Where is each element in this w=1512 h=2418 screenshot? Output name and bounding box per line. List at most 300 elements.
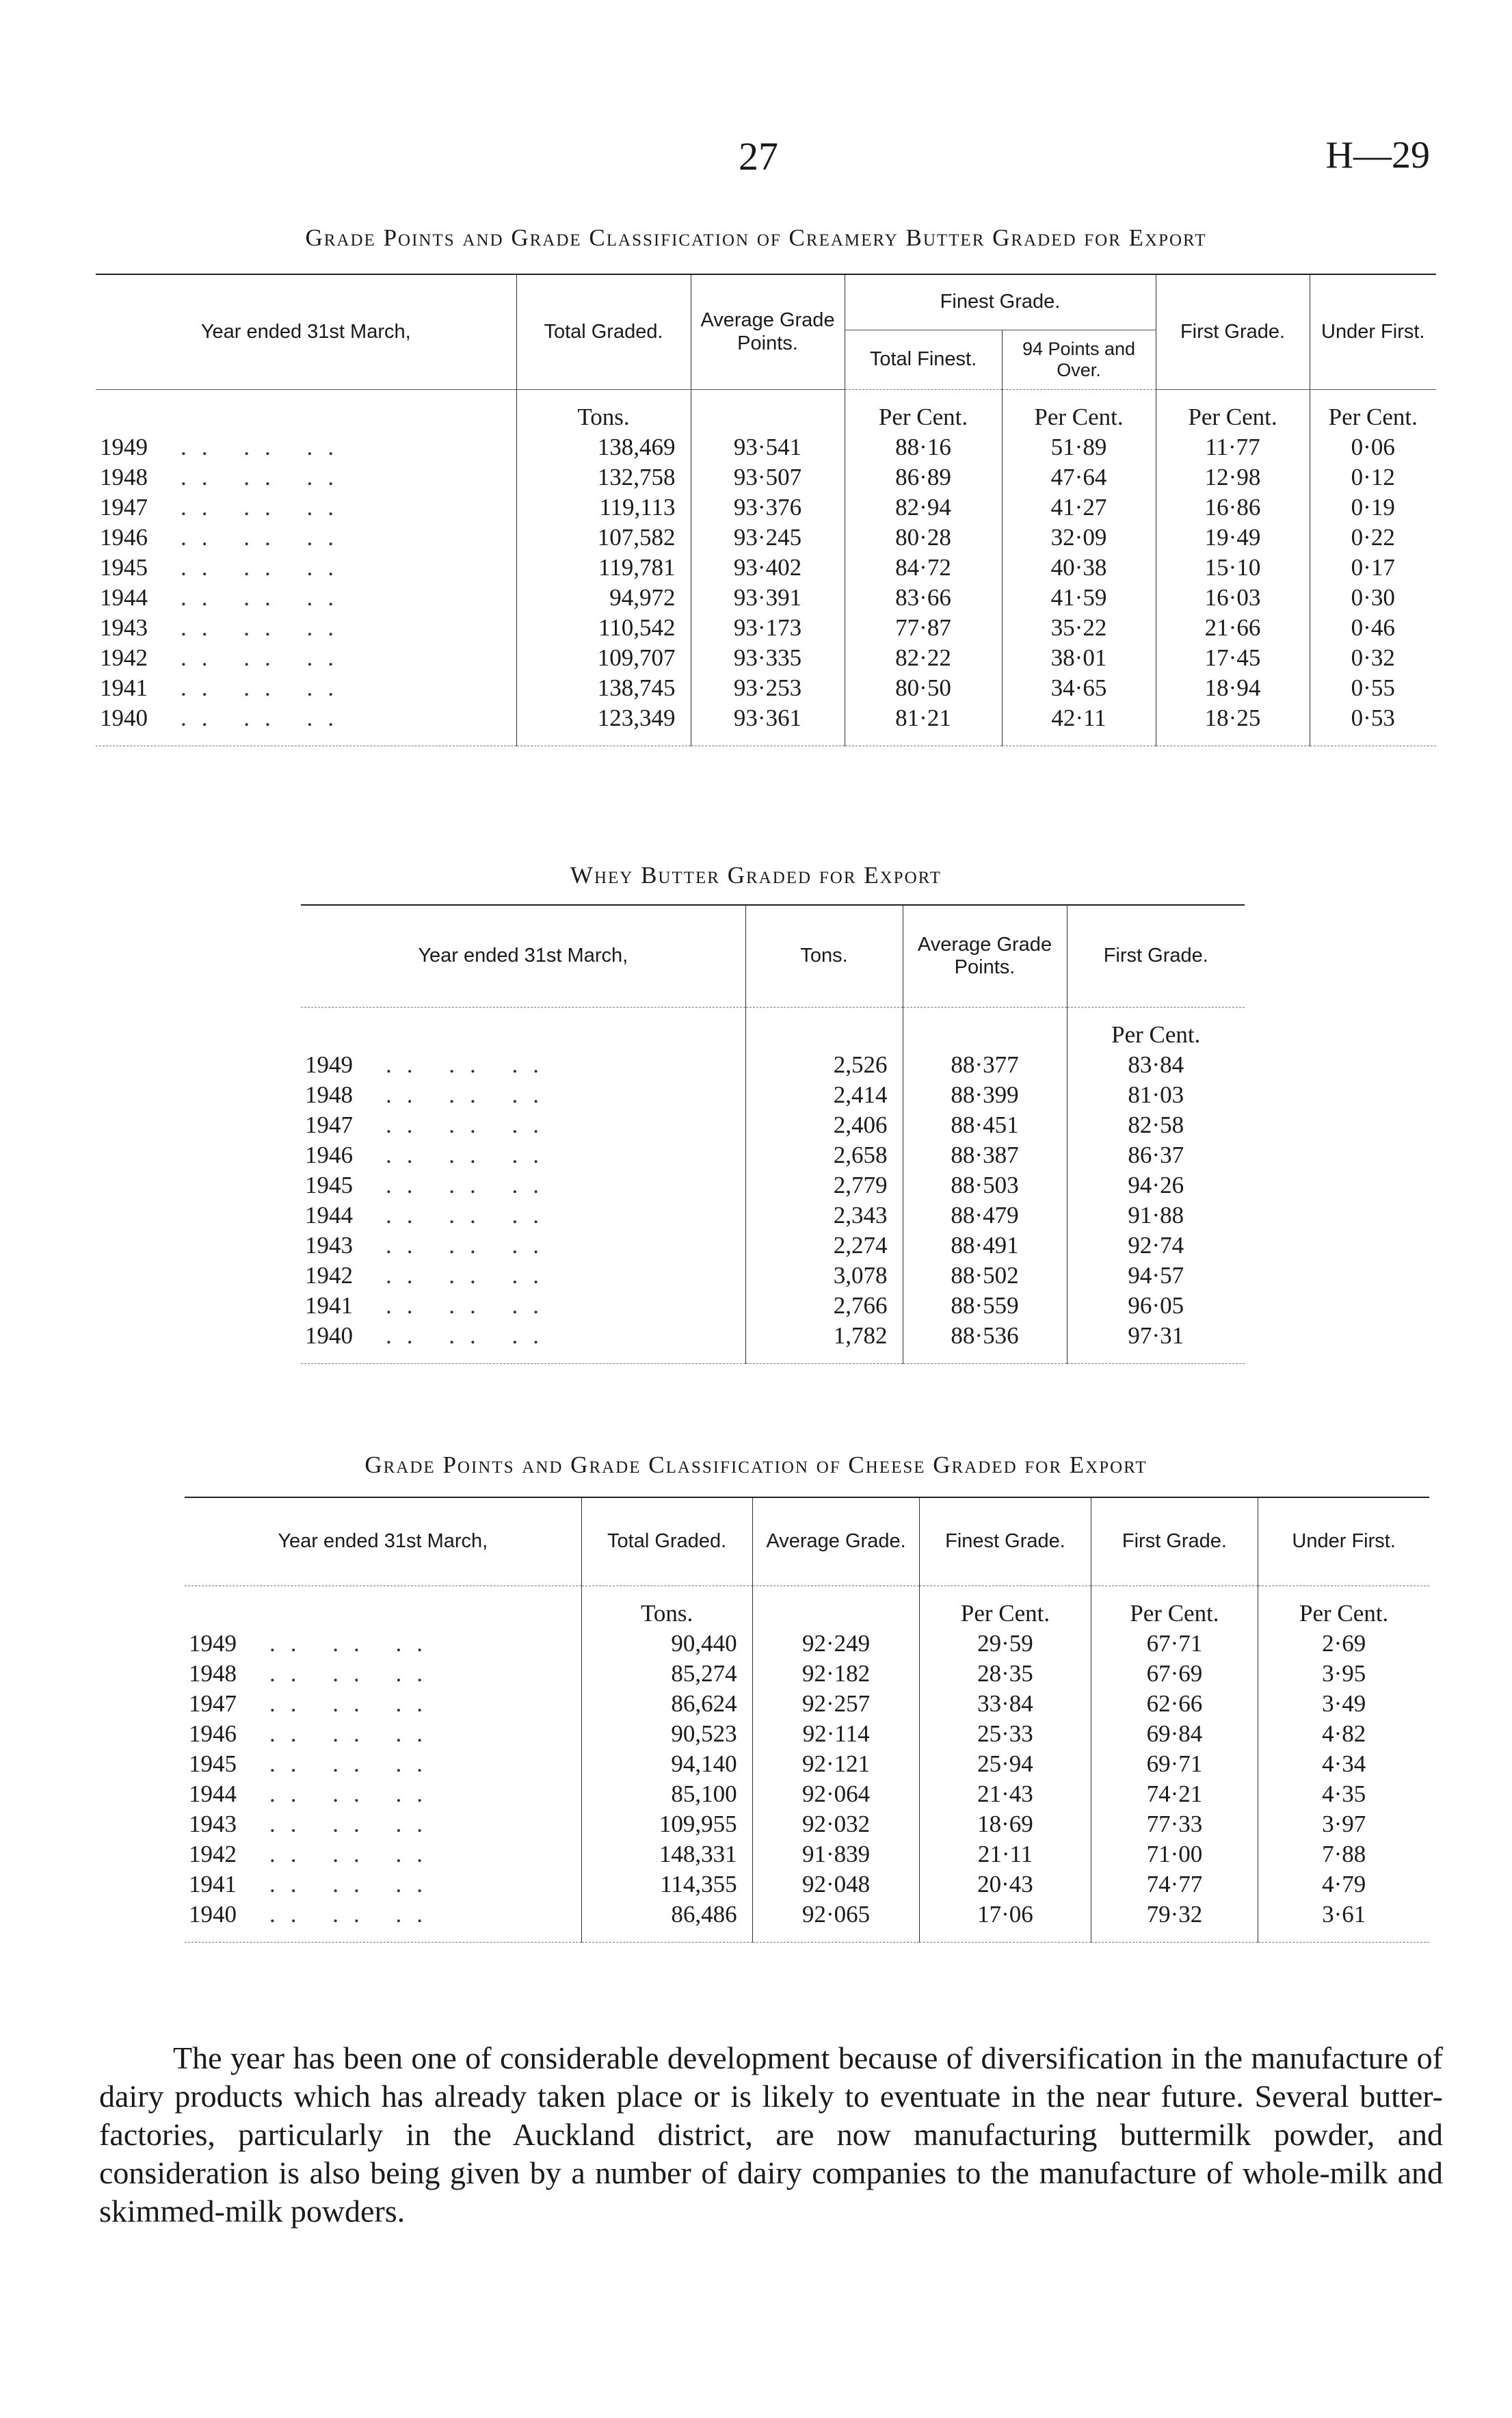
year-value: 1947 bbox=[100, 494, 148, 521]
leader-dots: .. .. .. bbox=[181, 494, 349, 521]
cell-first: 74·77 bbox=[1091, 1869, 1258, 1900]
unit-label: Per Cent. bbox=[1067, 1008, 1245, 1051]
table-row bbox=[96, 523, 1436, 553]
cell-under: 0·55 bbox=[1310, 673, 1436, 703]
creamery-table-title: Grade Points and Grade Classification of Creamery Butter Graded for Export bbox=[305, 224, 1207, 251]
year-value: 1943 bbox=[100, 614, 148, 641]
year-value: 1941 bbox=[189, 1871, 237, 1897]
cell-total_finest: 81·21 bbox=[845, 703, 1002, 746]
cell-first: 16·03 bbox=[1156, 583, 1310, 613]
table-row bbox=[96, 492, 1436, 523]
cell-total_finest: 77·87 bbox=[845, 613, 1002, 643]
cell-first: 21·66 bbox=[1156, 613, 1310, 643]
year-value: 1941 bbox=[305, 1292, 353, 1319]
cell-first: 67·69 bbox=[1091, 1659, 1258, 1689]
cell-avg: 93·507 bbox=[691, 462, 845, 492]
table-row bbox=[185, 1779, 1429, 1809]
cell-avg: 92·032 bbox=[752, 1809, 920, 1839]
cell-under: 3·61 bbox=[1258, 1900, 1429, 1943]
cell-total: 90,523 bbox=[581, 1719, 752, 1749]
leader-dots: .. .. .. bbox=[269, 1750, 438, 1777]
cell-avg: 93·361 bbox=[691, 703, 845, 746]
col-header-total-graded: Total Graded. bbox=[581, 1497, 752, 1586]
table-row bbox=[185, 1689, 1429, 1719]
cell-first: 94·26 bbox=[1067, 1170, 1245, 1200]
cell-under: 3·97 bbox=[1258, 1809, 1429, 1839]
cell-tons: 2,526 bbox=[745, 1050, 903, 1080]
year-value: 1949 bbox=[189, 1630, 237, 1657]
cell-total_finest: 82·94 bbox=[845, 492, 1002, 523]
table-row bbox=[96, 643, 1436, 673]
body-paragraph: The year has been one of considerable development because of diversification in the manufacture of dairy products which has already taken place or is likely to eventuate in the near future. Several butter-factories, particularly in the Auckland district, are now manufacturing buttermilk powder, and consideration is also being given by a number of dairy companies to the manufacture of whole-milk and skimmed-milk powders. bbox=[99, 2040, 1443, 2229]
table-row bbox=[301, 1140, 1245, 1170]
cell-avg: 92·182 bbox=[752, 1659, 920, 1689]
leader-dots: .. .. .. bbox=[269, 1660, 438, 1687]
table-row bbox=[96, 583, 1436, 613]
year-cell bbox=[301, 1140, 745, 1170]
cell-avg: 93·245 bbox=[691, 523, 845, 553]
year-cell bbox=[96, 643, 516, 673]
year-value: 1941 bbox=[100, 674, 148, 701]
page-number: 27 bbox=[739, 134, 778, 179]
table-row bbox=[96, 432, 1436, 462]
year-value: 1944 bbox=[100, 584, 148, 611]
table-row bbox=[301, 1110, 1245, 1140]
year-value: 1946 bbox=[305, 1142, 353, 1168]
cell-tons: 2,658 bbox=[745, 1140, 903, 1170]
col-header-year: Year ended 31st March, bbox=[301, 905, 745, 1008]
cell-points94: 38·01 bbox=[1002, 643, 1156, 673]
cell-total: 94,140 bbox=[581, 1749, 752, 1779]
cell-avg: 88·377 bbox=[903, 1050, 1067, 1080]
col-header-under-first: Under First. bbox=[1258, 1497, 1429, 1586]
table-row bbox=[301, 1231, 1245, 1261]
cell-avg: 88·491 bbox=[903, 1231, 1067, 1261]
year-cell bbox=[301, 1231, 745, 1261]
cell-under: 4·79 bbox=[1258, 1869, 1429, 1900]
cell-points94: 47·64 bbox=[1002, 462, 1156, 492]
cell-finest: 17·06 bbox=[920, 1900, 1091, 1943]
table-row bbox=[185, 1659, 1429, 1689]
cell-avg: 92·064 bbox=[752, 1779, 920, 1809]
cell-tons: 2,779 bbox=[745, 1170, 903, 1200]
leader-dots: .. .. .. bbox=[181, 614, 349, 641]
cell-total: 119,113 bbox=[516, 492, 691, 523]
cell-under: 0·30 bbox=[1310, 583, 1436, 613]
cell-total: 85,274 bbox=[581, 1659, 752, 1689]
cell-first: 77·33 bbox=[1091, 1809, 1258, 1839]
cell-points94: 41·59 bbox=[1002, 583, 1156, 613]
year-value: 1945 bbox=[305, 1172, 353, 1198]
cell-first: 86·37 bbox=[1067, 1140, 1245, 1170]
leader-dots: .. .. .. bbox=[269, 1901, 438, 1928]
cell-tons: 3,078 bbox=[745, 1261, 903, 1291]
cell-under: 3·95 bbox=[1258, 1659, 1429, 1689]
col-header-total-graded: Total Graded. bbox=[516, 274, 691, 390]
cell-total: 86,486 bbox=[581, 1900, 752, 1943]
cell-under: 0·22 bbox=[1310, 523, 1436, 553]
cell-under: 0·19 bbox=[1310, 492, 1436, 523]
cell-finest: 25·33 bbox=[920, 1719, 1091, 1749]
cell-avg: 93·402 bbox=[691, 553, 845, 583]
cell-first: 82·58 bbox=[1067, 1110, 1245, 1140]
col-header-first-grade: First Grade. bbox=[1067, 905, 1245, 1008]
whey-table-title: Whey Butter Graded for Export bbox=[570, 862, 942, 889]
year-value: 1943 bbox=[189, 1811, 237, 1837]
cell-points94: 34·65 bbox=[1002, 673, 1156, 703]
cell-avg: 92·257 bbox=[752, 1689, 920, 1719]
cell-first: 11·77 bbox=[1156, 432, 1310, 462]
cell-total: 94,972 bbox=[516, 583, 691, 613]
leader-dots: .. .. .. bbox=[386, 1172, 554, 1198]
year-cell bbox=[301, 1261, 745, 1291]
leader-dots: .. .. .. bbox=[269, 1630, 438, 1657]
table-row bbox=[301, 1050, 1245, 1080]
col-header-first-grade: First Grade. bbox=[1091, 1497, 1258, 1586]
col-header-finest-grade: Finest Grade. bbox=[920, 1497, 1091, 1586]
cell-avg: 93·253 bbox=[691, 673, 845, 703]
cell-avg: 93·391 bbox=[691, 583, 845, 613]
cell-first: 96·05 bbox=[1067, 1291, 1245, 1321]
cell-points94: 35·22 bbox=[1002, 613, 1156, 643]
year-value: 1942 bbox=[305, 1262, 353, 1289]
table-row bbox=[301, 1291, 1245, 1321]
cell-first: 91·88 bbox=[1067, 1200, 1245, 1231]
cell-under: 0·06 bbox=[1310, 432, 1436, 462]
year-cell bbox=[96, 553, 516, 583]
table-row bbox=[96, 703, 1436, 746]
cell-avg: 92·121 bbox=[752, 1749, 920, 1779]
cell-first: 69·71 bbox=[1091, 1749, 1258, 1779]
cell-first: 69·84 bbox=[1091, 1719, 1258, 1749]
col-header-average-grade: Average Grade. bbox=[752, 1497, 920, 1586]
table-row bbox=[96, 673, 1436, 703]
col-header-finest-grade: Finest Grade. bbox=[845, 274, 1156, 330]
units-row bbox=[96, 390, 1436, 433]
cell-total: 109,707 bbox=[516, 643, 691, 673]
cell-finest: 20·43 bbox=[920, 1869, 1091, 1900]
year-value: 1943 bbox=[305, 1232, 353, 1259]
leader-dots: .. .. .. bbox=[386, 1142, 554, 1168]
year-cell bbox=[185, 1809, 581, 1839]
leader-dots: .. .. .. bbox=[181, 584, 349, 611]
year-value: 1947 bbox=[305, 1112, 353, 1138]
leader-dots: .. .. .. bbox=[269, 1811, 438, 1837]
year-cell bbox=[185, 1689, 581, 1719]
leader-dots: .. .. .. bbox=[269, 1841, 438, 1867]
units-row bbox=[301, 1008, 1245, 1051]
year-cell bbox=[96, 462, 516, 492]
col-header-year: Year ended 31st March, bbox=[96, 274, 516, 390]
col-header-first-grade: First Grade. bbox=[1156, 274, 1310, 390]
table-row bbox=[185, 1809, 1429, 1839]
year-value: 1945 bbox=[100, 554, 148, 581]
year-cell bbox=[96, 492, 516, 523]
cell-first: 71·00 bbox=[1091, 1839, 1258, 1869]
year-cell bbox=[185, 1629, 581, 1659]
table-row bbox=[301, 1261, 1245, 1291]
cheese-table-title: Grade Points and Grade Classification of Cheese Graded for Export bbox=[364, 1451, 1148, 1478]
cell-first: 67·71 bbox=[1091, 1629, 1258, 1659]
year-value: 1948 bbox=[100, 464, 148, 490]
table-row bbox=[185, 1749, 1429, 1779]
cell-avg: 92·048 bbox=[752, 1869, 920, 1900]
year-value: 1940 bbox=[189, 1901, 237, 1928]
cell-finest: 21·43 bbox=[920, 1779, 1091, 1809]
cell-first: 15·10 bbox=[1156, 553, 1310, 583]
year-value: 1948 bbox=[189, 1660, 237, 1687]
cell-total: 138,469 bbox=[516, 432, 691, 462]
year-value: 1942 bbox=[189, 1841, 237, 1867]
cell-first: 79·32 bbox=[1091, 1900, 1258, 1943]
cell-under: 3·49 bbox=[1258, 1689, 1429, 1719]
cell-total_finest: 82·22 bbox=[845, 643, 1002, 673]
leader-dots: .. .. .. bbox=[181, 644, 349, 671]
unit-label: Per Cent. bbox=[920, 1586, 1091, 1629]
cell-finest: 33·84 bbox=[920, 1689, 1091, 1719]
unit-label: Per Cent. bbox=[1156, 390, 1310, 433]
cell-total: 148,331 bbox=[581, 1839, 752, 1869]
table-row bbox=[185, 1869, 1429, 1900]
cell-total: 85,100 bbox=[581, 1779, 752, 1809]
creamery-butter-table bbox=[96, 274, 1436, 746]
col-header-tons: Tons. bbox=[745, 905, 903, 1008]
cell-avg: 88·451 bbox=[903, 1110, 1067, 1140]
cell-first: 81·03 bbox=[1067, 1080, 1245, 1110]
cell-total: 138,745 bbox=[516, 673, 691, 703]
year-cell bbox=[301, 1200, 745, 1231]
year-cell bbox=[185, 1869, 581, 1900]
unit-label: Per Cent. bbox=[1002, 390, 1156, 433]
unit-label: Per Cent. bbox=[845, 390, 1002, 433]
cell-first: 97·31 bbox=[1067, 1321, 1245, 1364]
cell-finest: 21·11 bbox=[920, 1839, 1091, 1869]
cell-avg: 88·559 bbox=[903, 1291, 1067, 1321]
leader-dots: .. .. .. bbox=[269, 1871, 438, 1897]
year-value: 1945 bbox=[189, 1750, 237, 1777]
col-header-average-grade-points: Average Grade Points. bbox=[691, 274, 845, 390]
year-cell bbox=[96, 523, 516, 553]
year-value: 1949 bbox=[100, 434, 148, 460]
year-value: 1948 bbox=[305, 1081, 353, 1108]
cell-tons: 2,343 bbox=[745, 1200, 903, 1231]
leader-dots: .. .. .. bbox=[386, 1232, 554, 1259]
leader-dots: .. .. .. bbox=[386, 1322, 554, 1349]
leader-dots: .. .. .. bbox=[386, 1051, 554, 1078]
unit-label: Per Cent. bbox=[1310, 390, 1436, 433]
leader-dots: .. .. .. bbox=[181, 524, 349, 551]
cell-total_finest: 83·66 bbox=[845, 583, 1002, 613]
document-reference: H—29 bbox=[1325, 134, 1430, 176]
table-row bbox=[301, 1170, 1245, 1200]
year-cell bbox=[185, 1719, 581, 1749]
cell-avg: 92·065 bbox=[752, 1900, 920, 1943]
cell-first: 18·25 bbox=[1156, 703, 1310, 746]
leader-dots: .. .. .. bbox=[181, 674, 349, 701]
year-value: 1940 bbox=[100, 705, 148, 731]
table-row bbox=[185, 1900, 1429, 1943]
table-row bbox=[96, 462, 1436, 492]
leader-dots: .. .. .. bbox=[269, 1720, 438, 1747]
cell-total: 90,440 bbox=[581, 1629, 752, 1659]
leader-dots: .. .. .. bbox=[269, 1690, 438, 1717]
year-cell bbox=[185, 1659, 581, 1689]
year-value: 1944 bbox=[189, 1780, 237, 1807]
table-row bbox=[96, 613, 1436, 643]
cell-under: 0·46 bbox=[1310, 613, 1436, 643]
table-row bbox=[301, 1080, 1245, 1110]
table-row bbox=[185, 1719, 1429, 1749]
leader-dots: .. .. .. bbox=[181, 434, 349, 460]
year-cell bbox=[301, 1291, 745, 1321]
cell-avg: 93·376 bbox=[691, 492, 845, 523]
cell-first: 83·84 bbox=[1067, 1050, 1245, 1080]
cell-tons: 2,414 bbox=[745, 1080, 903, 1110]
col-header-94-points-and-over: 94 Points and Over. bbox=[1002, 330, 1156, 390]
year-cell bbox=[96, 432, 516, 462]
cell-avg: 91·839 bbox=[752, 1839, 920, 1869]
leader-dots: .. .. .. bbox=[386, 1112, 554, 1138]
cell-avg: 88·387 bbox=[903, 1140, 1067, 1170]
year-value: 1940 bbox=[305, 1322, 353, 1349]
leader-dots: .. .. .. bbox=[181, 705, 349, 731]
page-header bbox=[0, 133, 1512, 188]
cell-points94: 42·11 bbox=[1002, 703, 1156, 746]
cell-avg: 93·541 bbox=[691, 432, 845, 462]
year-cell bbox=[96, 673, 516, 703]
unit-label: Per Cent. bbox=[1258, 1586, 1429, 1629]
cell-first: 17·45 bbox=[1156, 643, 1310, 673]
table-row bbox=[96, 553, 1436, 583]
cell-under: 0·12 bbox=[1310, 462, 1436, 492]
table-row bbox=[301, 1321, 1245, 1364]
year-value: 1949 bbox=[305, 1051, 353, 1078]
cell-total: 110,542 bbox=[516, 613, 691, 643]
table-row bbox=[185, 1839, 1429, 1869]
cell-total_finest: 84·72 bbox=[845, 553, 1002, 583]
year-cell bbox=[185, 1779, 581, 1809]
cell-total: 114,355 bbox=[581, 1869, 752, 1900]
year-value: 1942 bbox=[100, 644, 148, 671]
cell-points94: 32·09 bbox=[1002, 523, 1156, 553]
cell-finest: 29·59 bbox=[920, 1629, 1091, 1659]
cell-under: 7·88 bbox=[1258, 1839, 1429, 1869]
cell-tons: 2,406 bbox=[745, 1110, 903, 1140]
cheese-table bbox=[185, 1497, 1429, 1943]
cell-total_finest: 80·50 bbox=[845, 673, 1002, 703]
cell-total: 107,582 bbox=[516, 523, 691, 553]
year-cell bbox=[301, 1321, 745, 1364]
cell-finest: 25·94 bbox=[920, 1749, 1091, 1779]
year-cell bbox=[96, 613, 516, 643]
cell-total_finest: 80·28 bbox=[845, 523, 1002, 553]
leader-dots: .. .. .. bbox=[386, 1081, 554, 1108]
cell-first: 16·86 bbox=[1156, 492, 1310, 523]
cell-points94: 41·27 bbox=[1002, 492, 1156, 523]
cell-total: 86,624 bbox=[581, 1689, 752, 1719]
year-cell bbox=[301, 1170, 745, 1200]
cell-first: 74·21 bbox=[1091, 1779, 1258, 1809]
cell-total_finest: 86·89 bbox=[845, 462, 1002, 492]
year-cell bbox=[301, 1080, 745, 1110]
col-header-total-finest: Total Finest. bbox=[845, 330, 1002, 390]
cell-under: 0·32 bbox=[1310, 643, 1436, 673]
cell-total: 109,955 bbox=[581, 1809, 752, 1839]
cell-avg: 88·502 bbox=[903, 1261, 1067, 1291]
cell-first: 19·49 bbox=[1156, 523, 1310, 553]
cell-points94: 40·38 bbox=[1002, 553, 1156, 583]
cell-first: 62·66 bbox=[1091, 1689, 1258, 1719]
cell-avg: 93·173 bbox=[691, 613, 845, 643]
cell-avg: 88·503 bbox=[903, 1170, 1067, 1200]
cell-avg: 93·335 bbox=[691, 643, 845, 673]
year-cell bbox=[301, 1050, 745, 1080]
year-cell bbox=[96, 583, 516, 613]
unit-label: Tons. bbox=[516, 390, 691, 433]
leader-dots: .. .. .. bbox=[386, 1202, 554, 1228]
cell-first: 18·94 bbox=[1156, 673, 1310, 703]
col-header-under-first: Under First. bbox=[1310, 274, 1436, 390]
col-header-average-grade-points: Average Grade Points. bbox=[903, 905, 1067, 1008]
cell-total: 132,758 bbox=[516, 462, 691, 492]
year-cell bbox=[185, 1900, 581, 1943]
cell-under: 4·35 bbox=[1258, 1779, 1429, 1809]
year-cell bbox=[185, 1839, 581, 1869]
cell-avg: 92·249 bbox=[752, 1629, 920, 1659]
cell-total: 119,781 bbox=[516, 553, 691, 583]
cell-points94: 51·89 bbox=[1002, 432, 1156, 462]
cell-avg: 92·114 bbox=[752, 1719, 920, 1749]
cell-avg: 88·536 bbox=[903, 1321, 1067, 1364]
leader-dots: .. .. .. bbox=[181, 464, 349, 490]
cell-avg: 88·399 bbox=[903, 1080, 1067, 1110]
year-value: 1947 bbox=[189, 1690, 237, 1717]
cell-tons: 2,274 bbox=[745, 1231, 903, 1261]
cell-finest: 18·69 bbox=[920, 1809, 1091, 1839]
cell-under: 4·82 bbox=[1258, 1719, 1429, 1749]
year-cell bbox=[96, 703, 516, 746]
cell-under: 0·53 bbox=[1310, 703, 1436, 746]
leader-dots: .. .. .. bbox=[269, 1780, 438, 1807]
col-header-year: Year ended 31st March, bbox=[185, 1497, 581, 1586]
cell-under: 4·34 bbox=[1258, 1749, 1429, 1779]
unit-label: Tons. bbox=[581, 1586, 752, 1629]
year-cell bbox=[301, 1110, 745, 1140]
cell-tons: 1,782 bbox=[745, 1321, 903, 1364]
year-value: 1946 bbox=[100, 524, 148, 551]
cell-under: 0·17 bbox=[1310, 553, 1436, 583]
units-row bbox=[185, 1586, 1429, 1629]
table-row bbox=[185, 1629, 1429, 1659]
year-cell bbox=[185, 1749, 581, 1779]
cell-total: 123,349 bbox=[516, 703, 691, 746]
leader-dots: .. .. .. bbox=[386, 1292, 554, 1319]
cell-tons: 2,766 bbox=[745, 1291, 903, 1321]
year-value: 1946 bbox=[189, 1720, 237, 1747]
year-value: 1944 bbox=[305, 1202, 353, 1228]
cell-total_finest: 88·16 bbox=[845, 432, 1002, 462]
table-row bbox=[301, 1200, 1245, 1231]
cell-finest: 28·35 bbox=[920, 1659, 1091, 1689]
cell-first: 92·74 bbox=[1067, 1231, 1245, 1261]
leader-dots: .. .. .. bbox=[386, 1262, 554, 1289]
cell-under: 2·69 bbox=[1258, 1629, 1429, 1659]
unit-label: Per Cent. bbox=[1091, 1586, 1258, 1629]
cell-first: 94·57 bbox=[1067, 1261, 1245, 1291]
leader-dots: .. .. .. bbox=[181, 554, 349, 581]
whey-butter-table bbox=[301, 904, 1245, 1364]
cell-avg: 88·479 bbox=[903, 1200, 1067, 1231]
